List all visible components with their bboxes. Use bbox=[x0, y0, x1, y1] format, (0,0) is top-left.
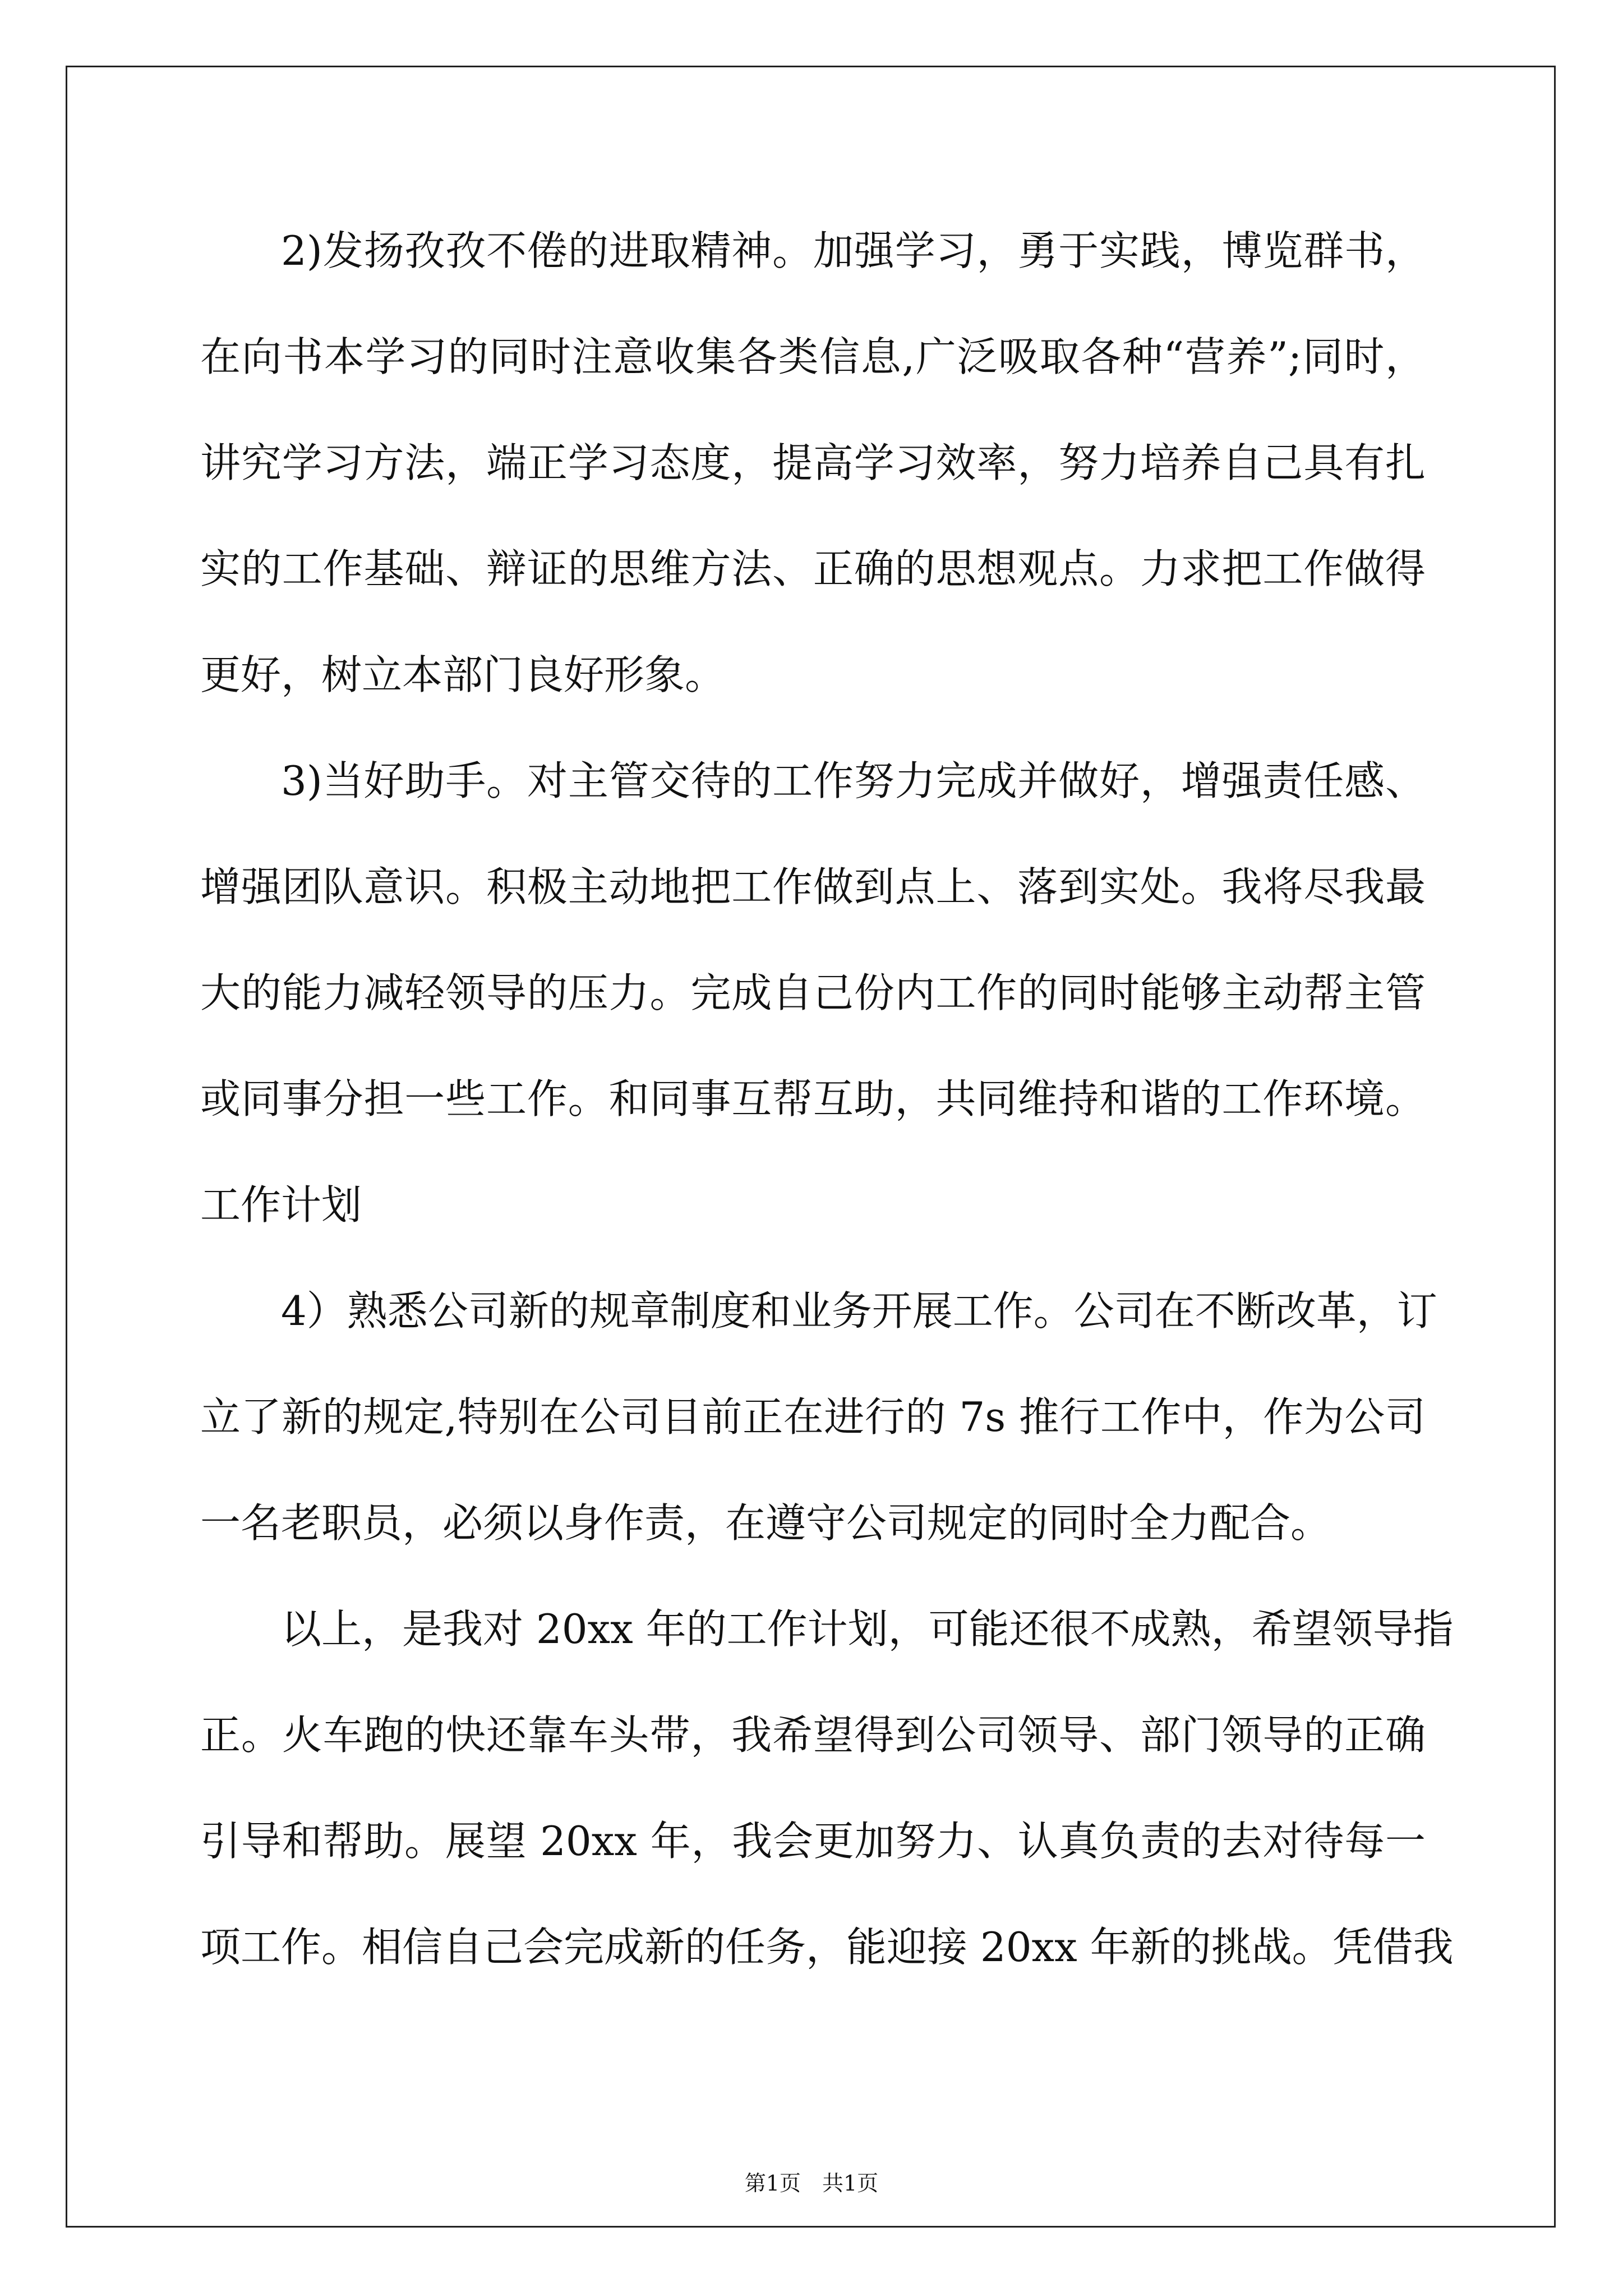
text-line: 2)发扬孜孜不倦的进取精神。加强学习，勇于实践，博览群书， bbox=[281, 227, 1426, 274]
paragraph bbox=[200, 198, 1426, 728]
text-line: 以上，是我对 20xx 年的工作计划，可能还很不成熟，希望领导指 bbox=[281, 1605, 1454, 1653]
text-line: 工作计划 bbox=[200, 1181, 362, 1228]
section-heading bbox=[200, 1152, 1426, 1258]
text-line: 在向书本学习的同时注意收集各类信息,广泛吸取各种“营养”;同时， bbox=[200, 333, 1426, 380]
text-line: 3)当好助手。对主管交待的工作努力完成并做好，增强责任感、 bbox=[281, 757, 1426, 804]
text-line: 讲究学习方法，端正学习态度，提高学习效率，努力培养自己具有扎 bbox=[200, 439, 1426, 486]
text-line: 4）熟悉公司新的规章制度和业务开展工作。公司在不断改革，订 bbox=[281, 1287, 1437, 1335]
text-line: 引导和帮助。展望 20xx 年，我会更加努力、认真负责的去对待每一 bbox=[200, 1818, 1426, 1865]
page-number: 第1页 共1页 bbox=[744, 2171, 879, 2196]
text-line: 正。火车跑的快还靠车头带，我希望得到公司领导、部门领导的正确 bbox=[200, 1711, 1426, 1759]
document-body bbox=[200, 198, 1454, 2000]
text-line: 项工作。相信自己会完成新的任务，能迎接 20xx 年新的挑战。凭借我 bbox=[200, 1924, 1454, 1971]
text-line: 一名老职员，必须以身作责，在遵守公司规定的同时全力配合。 bbox=[200, 1499, 1331, 1547]
text-line: 实的工作基础、辩证的思维方法、正确的思想观点。力求把工作做得 bbox=[200, 545, 1426, 592]
paragraph bbox=[200, 728, 1426, 1152]
paragraph bbox=[200, 1258, 1437, 1576]
text-line: 立了新的规定,特别在公司目前正在进行的 7s 推行工作中，作为公司 bbox=[200, 1393, 1426, 1441]
text-line: 更好，树立本部门良好形象。 bbox=[200, 651, 726, 698]
text-line: 大的能力减轻领导的压力。完成自己份内工作的同时能够主动帮主管 bbox=[200, 969, 1426, 1016]
paragraph bbox=[200, 1576, 1454, 2000]
text-line: 或同事分担一些工作。和同事互帮互助，共同维持和谐的工作环境。 bbox=[200, 1075, 1426, 1122]
text-line: 增强团队意识。积极主动地把工作做到点上、落到实处。我将尽我最 bbox=[200, 863, 1426, 910]
